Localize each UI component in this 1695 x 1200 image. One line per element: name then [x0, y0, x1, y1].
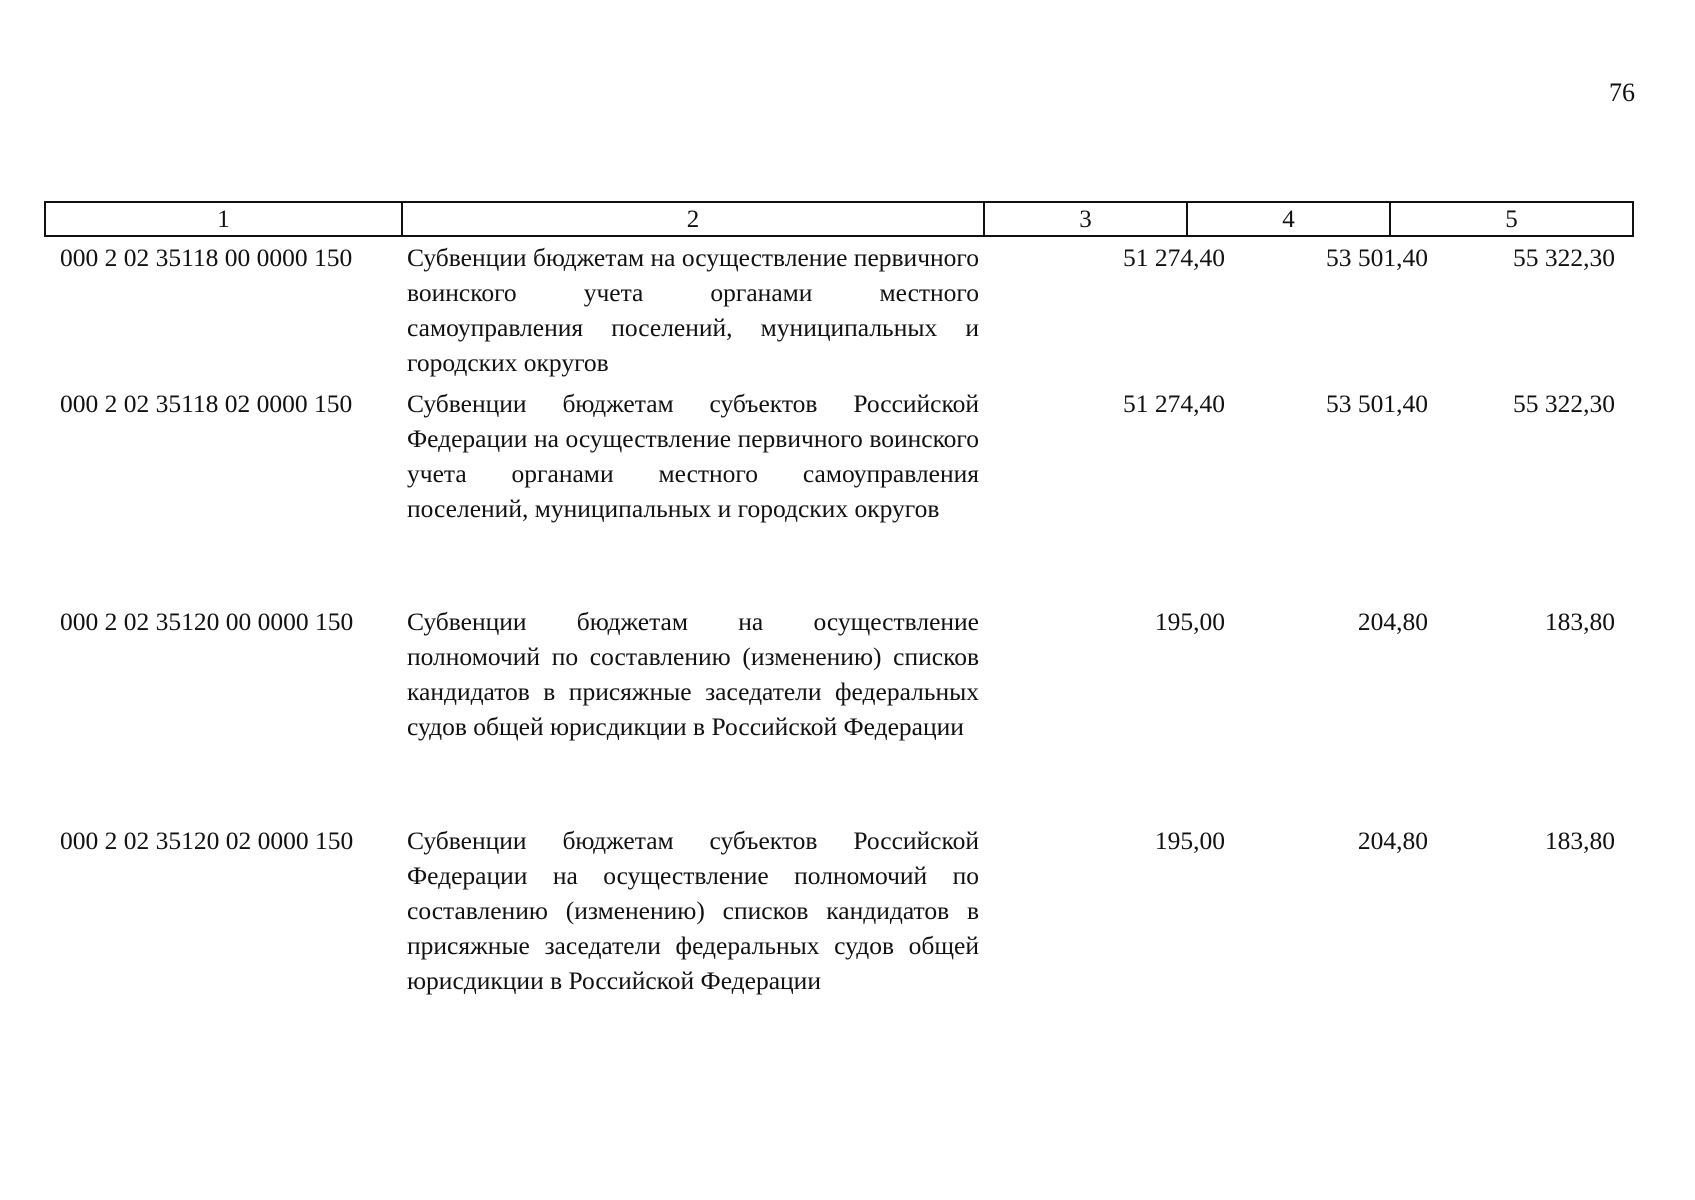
value-col-4: 53 501,40 — [1326, 243, 1428, 272]
column-header-1: 1 — [46, 203, 403, 235]
page-number: 76 — [1609, 78, 1635, 107]
value-col-5: 183,80 — [1544, 607, 1615, 636]
value-col-3: 51 274,40 — [1123, 389, 1225, 418]
value-col-3: 195,00 — [1154, 607, 1225, 636]
column-header-5: 5 — [1505, 206, 1518, 233]
value-col-5: 183,80 — [1544, 826, 1615, 855]
budget-code: 000 2 02 35118 00 0000 150 — [60, 243, 353, 272]
budget-code: 000 2 02 35118 02 0000 150 — [60, 389, 353, 418]
budget-code: 000 2 02 35120 00 0000 150 — [60, 607, 354, 636]
value-col-4: 204,80 — [1357, 607, 1428, 636]
value-col-3: 51 274,40 — [1123, 243, 1225, 272]
value-col-4: 53 501,40 — [1326, 389, 1428, 418]
row-description: Субвенции бюджетам субъектов Российской Федерации на осуществление полномочий по составлению (изменению) списков кандидатов в присяжные заседатели федеральных судов общей юрисдикции в Российской Федерации — [407, 826, 979, 995]
column-header-4: 4 — [1188, 203, 1391, 235]
value-col-4: 204,80 — [1357, 826, 1428, 855]
column-header-2: 2 — [403, 203, 985, 235]
table-header — [44, 201, 1634, 237]
value-col-5: 55 322,30 — [1513, 389, 1615, 418]
row-description: Субвенции бюджетам на осуществление полномочий по составлению (изменению) списков кандидатов в присяжные заседатели федеральных судов общей юрисдикции в Российской Федерации — [407, 607, 979, 741]
value-col-5: 55 322,30 — [1513, 243, 1615, 272]
row-description: Субвенции бюджетам субъектов Российской Федерации на осуществление первичного воинского учета органами местного самоуправления поселений, муниципальных и городских округов — [407, 389, 979, 523]
budget-code: 000 2 02 35120 02 0000 150 — [60, 826, 354, 855]
row-description: Субвенции бюджетам на осуществление первичного воинского учета органами местного самоуправления поселений, муниципальных и городских округов — [407, 243, 979, 377]
value-col-3: 195,00 — [1154, 826, 1225, 855]
column-header-3: 3 — [985, 203, 1188, 235]
